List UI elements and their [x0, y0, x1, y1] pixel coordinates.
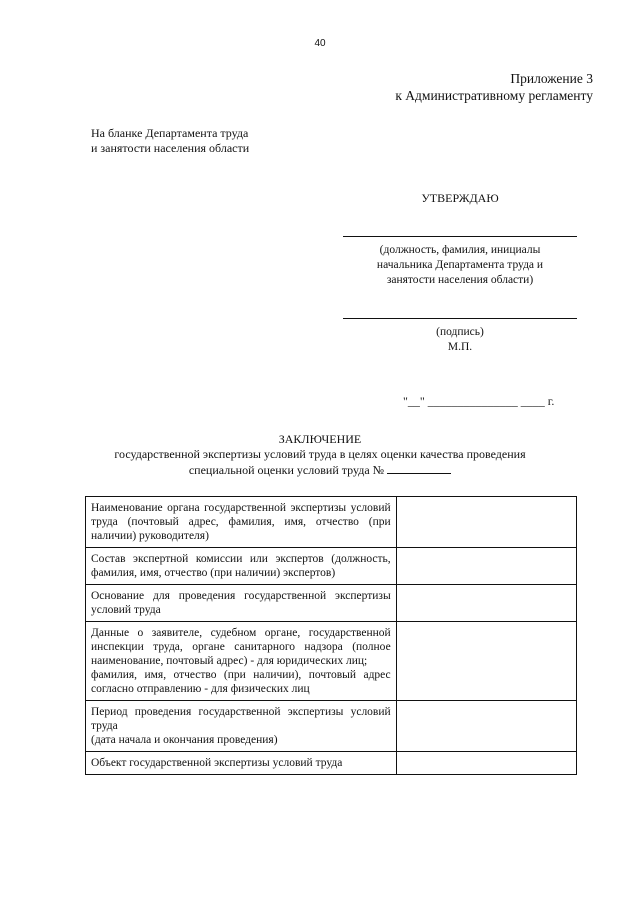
- position-caption-line-1: (должность, фамилия, инициалы: [379, 244, 541, 256]
- position-signature-line: [343, 236, 577, 237]
- row-value-field[interactable]: [396, 622, 576, 701]
- table-row: [86, 585, 577, 622]
- row-value-field[interactable]: [396, 585, 576, 622]
- row-label: Период проведения государственной экспертизы условий труда (дата начала и окончания проведения): [86, 701, 397, 752]
- document-number-label: специальной оценки условий труда №: [188, 463, 385, 477]
- row-value-field[interactable]: [396, 701, 576, 752]
- conclusion-form-table: [85, 496, 577, 775]
- signature-caption: (подпись): [436, 326, 484, 338]
- document-title: ЗАКЛЮЧЕНИЕ: [278, 432, 362, 446]
- position-caption-line-3: занятости населения области): [386, 274, 534, 286]
- row-value-field[interactable]: [396, 548, 576, 585]
- row-value-field[interactable]: [396, 497, 576, 548]
- stamp-label: М.П.: [447, 341, 473, 353]
- row-label: Объект государственной экспертизы условий труда: [86, 752, 397, 775]
- table-row: [86, 548, 577, 585]
- position-caption-line-2: начальника Департамента труда и: [376, 259, 544, 271]
- row-label: Наименование органа государственной экспертизы условий труда (почтовый адрес, фамилия, имя, отчество (при наличии) руководителя): [86, 497, 397, 548]
- approval-date-line: "__" _______________ ____ г.: [403, 394, 555, 408]
- table-row: [86, 701, 577, 752]
- table-row: [86, 497, 577, 548]
- page-number: 40: [314, 38, 326, 49]
- appendix-line-1: Приложение 3: [510, 71, 593, 86]
- row-label: Основание для проведения государственной экспертизы условий труда: [86, 585, 397, 622]
- table-row: [86, 752, 577, 775]
- letterhead-line-2: и занятости населения области: [91, 141, 250, 155]
- letterhead-note: [91, 126, 249, 156]
- row-value-field[interactable]: [396, 752, 576, 775]
- letterhead-line-1: На бланке Департамента труда: [91, 126, 249, 140]
- appendix-line-2: к Административному регламенту: [395, 88, 593, 103]
- document-subtitle-line-1: государственной экспертизы условий труда в целях оценки качества проведения: [114, 447, 526, 461]
- table-row: [86, 622, 577, 701]
- document-subtitle-line-2: [0, 462, 640, 478]
- document-number-blank: [387, 462, 451, 474]
- row-label: Данные о заявителе, судебном органе, государственной инспекции труда, органе санитарного надзора (полное наименование, почтовый адрес) - для юридических лиц; фамилия, имя, отчество (при наличии), почтовый адрес согласно отправлению - для физических лиц: [86, 622, 397, 701]
- approval-heading: УТВЕРЖДАЮ: [421, 191, 499, 205]
- row-label: Состав экспертной комиссии или экспертов (должность, фамилия, имя, отчество (при наличии) экспертов): [86, 548, 397, 585]
- signature-line: [343, 318, 577, 319]
- position-caption: [343, 243, 577, 288]
